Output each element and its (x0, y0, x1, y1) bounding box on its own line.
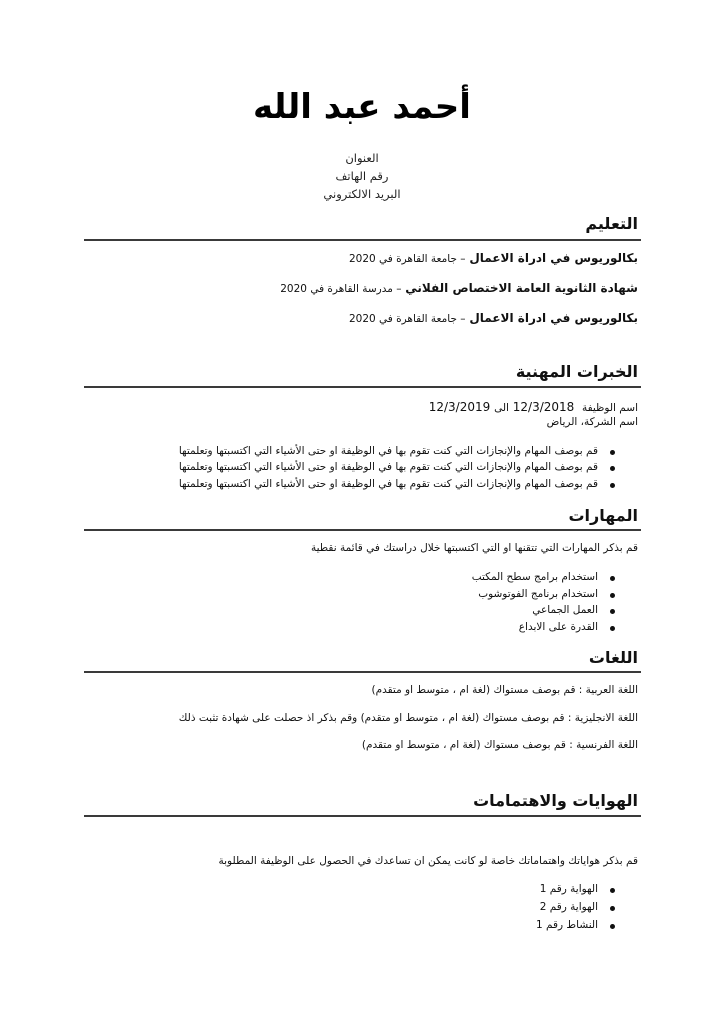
experience-heading: الخبرات المهنية (515, 362, 638, 381)
job-title-label: اسم الوظيفة (581, 402, 638, 414)
hobbies-divider (84, 815, 641, 817)
experience-bullet: قم بوصف المهام والإنجازات التي كنت تقوم بها في الوظيفة او حتى الأشياء التي اكتسبتها وتعلمتها (178, 445, 598, 457)
education-heading: التعليم (585, 214, 638, 233)
contact-email: البريد الالكتروني (323, 187, 401, 201)
experience-bullet: قم بوصف المهام والإنجازات التي كنت تقوم بها في الوظيفة او حتى الأشياء التي اكتسبتها وتعلمتها (178, 478, 598, 490)
hobbies-heading: الهوايات والاهتمامات (473, 791, 638, 810)
skill-item: العمل الجماعي (532, 604, 598, 616)
bullet-icon (610, 576, 615, 581)
skill-item: القدرة على الابداع (518, 621, 598, 633)
education-item (349, 250, 638, 267)
education-degree: شهادة الثانوية العامة الاختصاص الفلاني (405, 281, 638, 295)
skill-item: استخدام برنامج الفوتوشوب (478, 588, 598, 600)
bullet-icon (610, 626, 615, 631)
language-item: اللغة العربية : قم بوصف مستواك (لغة ام ، متوسط او متقدم) (371, 684, 638, 696)
hobby-item: الهواية رقم 2 (539, 901, 598, 913)
skills-heading: المهارات (568, 506, 638, 525)
bullet-icon (610, 609, 615, 614)
contact-phone: رقم الهاتف (335, 169, 389, 183)
education-degree: بكالوريوس في ادراة الاعمال (469, 311, 638, 325)
languages-divider (84, 671, 641, 673)
education-institution: – جامعة القاهرة في 2020 (348, 313, 466, 325)
company-line: اسم الشركة، الرياض (546, 416, 638, 428)
education-institution: – جامعة القاهرة في 2020 (348, 253, 466, 265)
skills-intro: قم بذكر المهارات التي تتقنها او التي اكتسبتها خلال دراستك في قائمة نقطية (310, 542, 638, 554)
bullet-icon (610, 466, 615, 471)
hobby-item: النشاط رقم 1 (535, 919, 598, 931)
education-degree: بكالوريوس في ادراة الاعمال (469, 251, 638, 265)
language-item: اللغة الفرنسية : قم بوصف مستواك (لغة ام ، متوسط او متقدم) (361, 739, 638, 751)
skills-divider (84, 529, 641, 531)
job-date-from: 12/3/2018 (512, 400, 575, 414)
languages-heading: اللغات (588, 648, 638, 667)
contact-address: العنوان (345, 151, 379, 165)
bullet-icon (610, 888, 615, 893)
job-date-to-label: الى (494, 402, 509, 414)
education-institution: – مدرسة القاهرة في 2020 (280, 283, 402, 295)
education-item (349, 310, 638, 327)
bullet-icon (610, 483, 615, 488)
language-item: اللغة الانجليزية : قم بوصف مستواك (لغة ام ، متوسط او متقدم) وقم بذكر اذ حصلت على شهادة تثبت ذلك (178, 712, 638, 724)
experience-bullet: قم بوصف المهام والإنجازات التي كنت تقوم بها في الوظيفة او حتى الأشياء التي اكتسبتها وتعلمتها (178, 461, 598, 473)
skill-item: استخدام برامج سطح المكتب (471, 571, 598, 583)
education-divider (84, 239, 641, 241)
bullet-icon (610, 906, 615, 911)
candidate-name: أحمد عبد الله (253, 87, 471, 127)
bullet-icon (610, 450, 615, 455)
experience-divider (84, 386, 641, 388)
education-item (280, 280, 638, 297)
hobby-item: الهواية رقم 1 (539, 883, 598, 895)
bullet-icon (610, 593, 615, 598)
job-date-to: 12/3/2019 (428, 400, 491, 414)
bullet-icon (610, 924, 615, 929)
hobbies-intro: قم بذكر هواياتك واهتماماتك خاصة لو كانت يمكن ان تساعدك في الحصول على الوظيفة المطلوبة (218, 855, 638, 867)
